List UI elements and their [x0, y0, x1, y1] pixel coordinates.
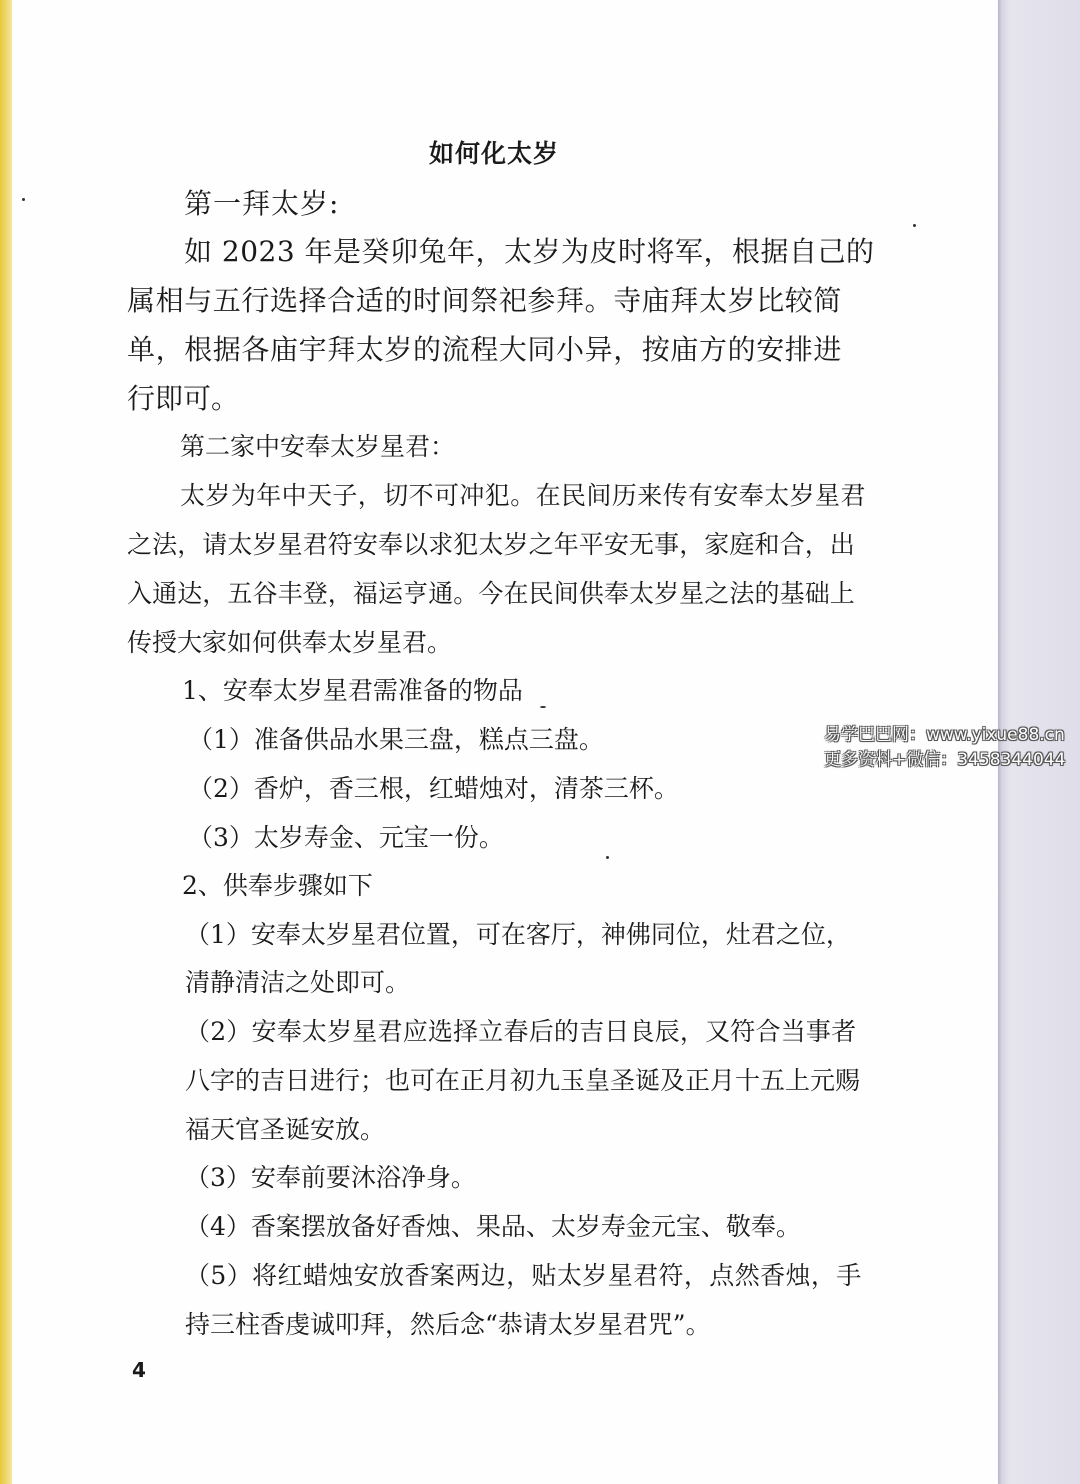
- list-item: （5）将红蜡烛安放香案两边，贴太岁星君符，点然香烛，手: [185, 1261, 862, 1290]
- page-title: 如何化太岁: [429, 139, 560, 168]
- watermark-line-1: 易学巴巴网：www.yixue88.cn: [824, 725, 1065, 745]
- paragraph-line: 属相与五行选择合适的时间祭祀参拜。寺庙拜太岁比较简: [127, 284, 843, 317]
- list-item-continuation: 持三柱香虔诚叩拜，然后念“恭请太岁星君咒”。: [185, 1310, 711, 1339]
- paragraph-line: 太岁为年中天子，切不可冲犯。在民间历来传有安奉太岁星君: [180, 481, 866, 510]
- list-item: （2）安奉太岁星君应选择立春后的吉日良辰，又符合当事者: [185, 1017, 857, 1046]
- paragraph-line: 之法，请太岁星君符安奉以求犯太岁之年平安无事，家庭和合，出: [127, 530, 855, 559]
- list-item-continuation: 福天官圣诞安放。: [185, 1115, 386, 1144]
- scan-speck: [913, 224, 916, 227]
- watermark-line-2: 更多资料+微信：3458344044: [824, 750, 1066, 770]
- page-binding-edge: [0, 0, 12, 1484]
- paragraph-line: 如 2023 年是癸卯兔年，太岁为皮时将军，根据自己的: [184, 235, 875, 268]
- paragraph-line: 入通达，五谷丰登，福运亨通。今在民间供奉太岁星之法的基础上: [127, 579, 855, 608]
- list-item: （3）安奉前要沐浴净身。: [185, 1163, 476, 1192]
- list-item: （3）太岁寿金、元宝一份。: [188, 823, 504, 852]
- section-heading-1: 第一拜太岁:: [184, 187, 340, 220]
- list-item: （1）准备供品水果三盘，糕点三盘。: [188, 725, 604, 754]
- paragraph-line: 单，根据各庙宇拜太岁的流程大同小异，按庙方的安排进: [127, 333, 843, 366]
- list-heading-2: 2、供奉步骤如下: [182, 871, 373, 900]
- paragraph-line: 行即可。: [127, 382, 240, 415]
- scan-speck: [606, 856, 609, 859]
- scan-speck: [540, 706, 546, 708]
- list-item: （2）香炉，香三根，红蜡烛对，清茶三杯。: [188, 774, 679, 803]
- list-heading-1: 1、安奉太岁星君需准备的物品: [182, 676, 523, 705]
- scan-speck: [22, 198, 25, 201]
- section-heading-2: 第二家中安奉太岁星君：: [180, 432, 456, 461]
- list-item-continuation: 八字的吉日进行；也可在正月初九玉皇圣诞及正月十五上元赐: [185, 1066, 861, 1095]
- paragraph-line: 传授大家如何供奉太岁星君。: [127, 628, 453, 657]
- list-item: （4）香案摆放备好香烛、果品、太岁寿金元宝、敬奉。: [185, 1212, 801, 1241]
- list-item: （1）安奉太岁星君位置，可在客厅，神佛同位，灶君之位，: [185, 920, 851, 949]
- list-item-continuation: 清静清洁之处即可。: [185, 968, 411, 997]
- page-number: 4: [132, 1358, 146, 1382]
